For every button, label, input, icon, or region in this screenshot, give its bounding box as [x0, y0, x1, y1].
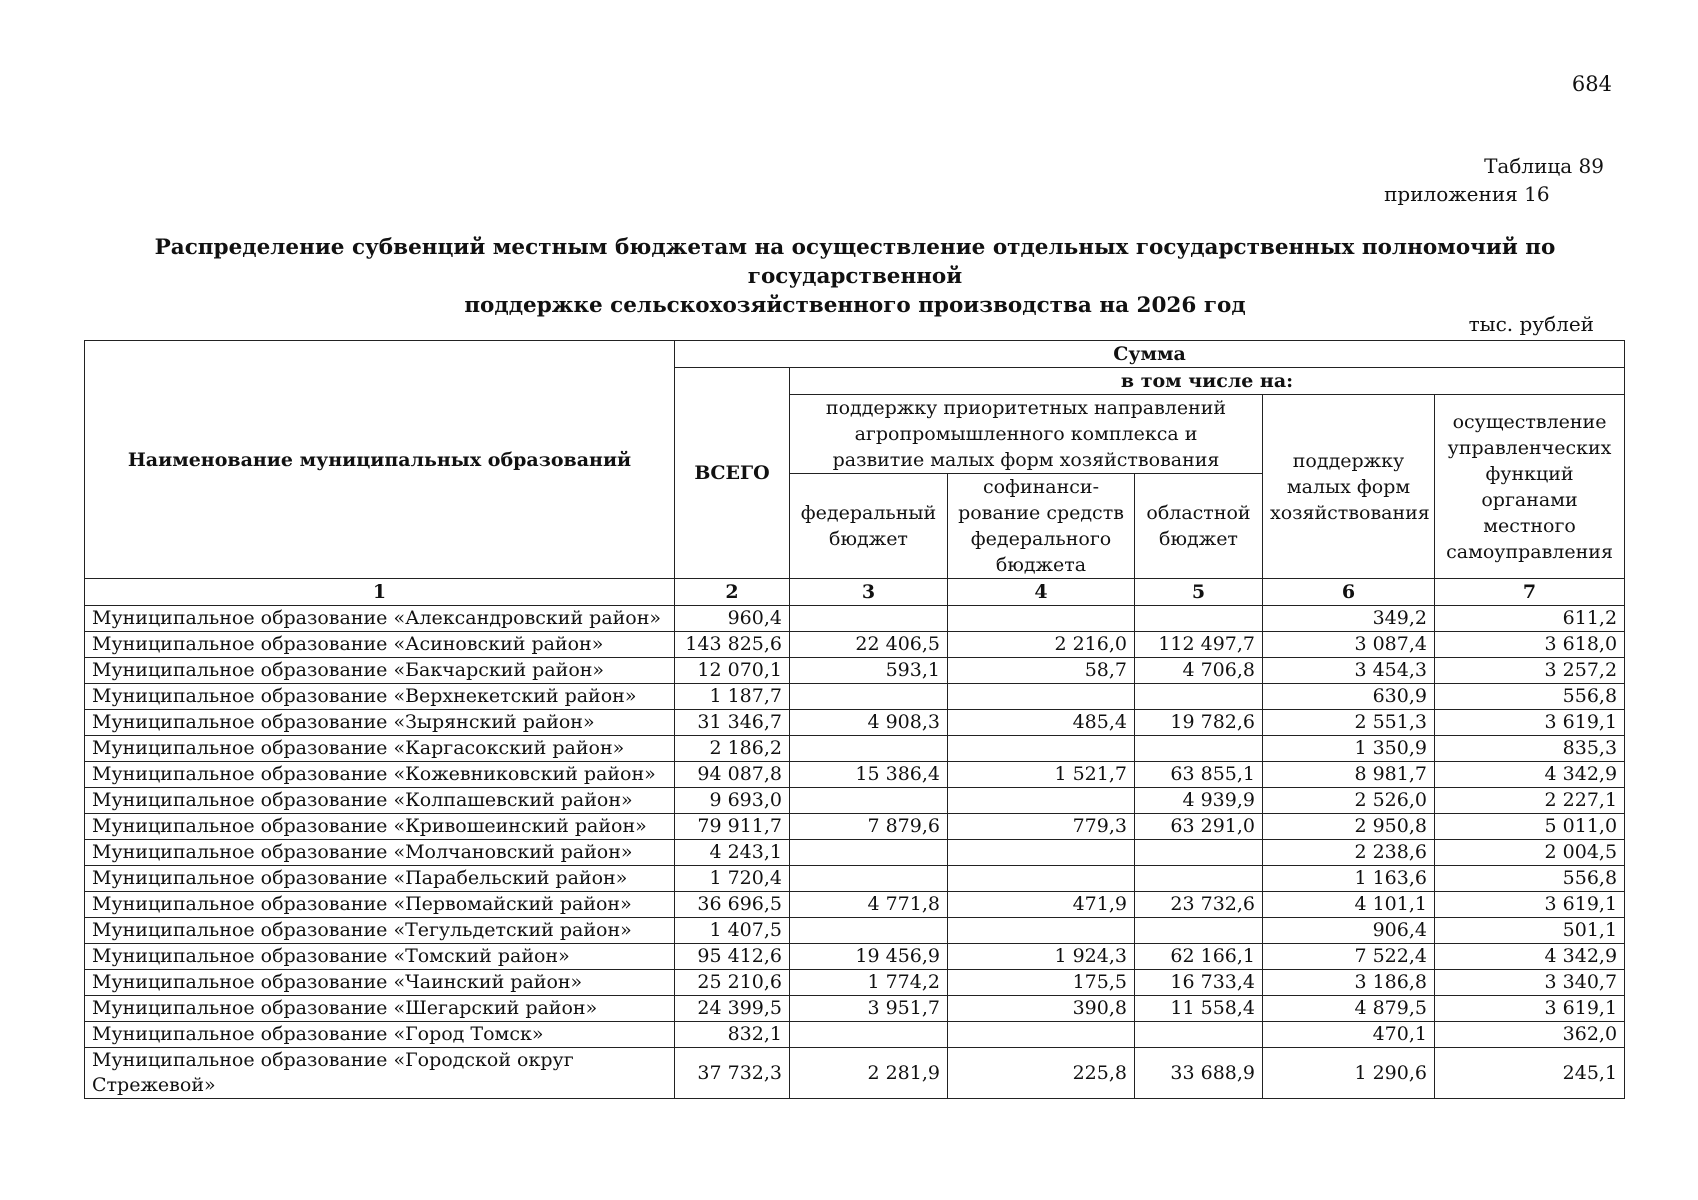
cell-municipality: Муниципальное образование «Александровский район» [85, 606, 675, 632]
cell-total: 31 346,7 [675, 710, 790, 736]
page-number: 684 [1571, 72, 1612, 96]
cell-small-forms: 2 950,8 [1263, 814, 1435, 840]
cell-management: 245,1 [1435, 1048, 1625, 1099]
cell-municipality: Муниципальное образование «Тегульдетский район» [85, 918, 675, 944]
cell-management: 3 619,1 [1435, 710, 1625, 736]
appendix-number: приложения 16 [1384, 182, 1550, 206]
cell-federal: 4 771,8 [790, 892, 948, 918]
cell-small-forms: 7 522,4 [1263, 944, 1435, 970]
table-row [85, 684, 1625, 710]
cell-municipality: Муниципальное образование «Зырянский район» [85, 710, 675, 736]
cell-small-forms: 1 350,9 [1263, 736, 1435, 762]
header-total: ВСЕГО [675, 368, 790, 579]
header-federal: федеральный бюджет [790, 474, 948, 579]
cell-federal [790, 866, 948, 892]
cell-regional [1135, 866, 1263, 892]
column-number: 3 [790, 579, 948, 606]
header-including: в том числе на: [790, 368, 1625, 395]
header-regional: областной бюджет [1135, 474, 1263, 579]
cell-cofinancing: 485,4 [948, 710, 1135, 736]
cell-regional: 63 291,0 [1135, 814, 1263, 840]
cell-regional: 112 497,7 [1135, 632, 1263, 658]
cell-regional [1135, 840, 1263, 866]
cell-small-forms: 4 101,1 [1263, 892, 1435, 918]
cell-federal [790, 684, 948, 710]
cell-total: 95 412,6 [675, 944, 790, 970]
cell-regional [1135, 1022, 1263, 1048]
table-body [85, 606, 1625, 1099]
cell-regional: 23 732,6 [1135, 892, 1263, 918]
header-cofinancing: софинанси-рование средств федерального бюджета [948, 474, 1135, 579]
table-row [85, 840, 1625, 866]
header-agro-support: поддержку приоритетных направлений агропромышленного комплекса и развитие малых форм хозяйствования [790, 395, 1263, 474]
cell-federal [790, 1022, 948, 1048]
cell-management: 501,1 [1435, 918, 1625, 944]
cell-cofinancing [948, 866, 1135, 892]
cell-regional [1135, 736, 1263, 762]
cell-cofinancing: 1 521,7 [948, 762, 1135, 788]
cell-municipality: Муниципальное образование «Верхнекетский район» [85, 684, 675, 710]
column-number: 5 [1135, 579, 1263, 606]
cell-municipality: Муниципальное образование «Кожевниковский район» [85, 762, 675, 788]
cell-federal: 2 281,9 [790, 1048, 948, 1099]
cell-management: 2 004,5 [1435, 840, 1625, 866]
cell-cofinancing [948, 918, 1135, 944]
column-number: 7 [1435, 579, 1625, 606]
cell-regional: 16 733,4 [1135, 970, 1263, 996]
cell-federal [790, 788, 948, 814]
column-number: 1 [85, 579, 675, 606]
cell-management: 362,0 [1435, 1022, 1625, 1048]
header-name: Наименование муниципальных образований [85, 341, 675, 579]
table-row [85, 970, 1625, 996]
cell-total: 37 732,3 [675, 1048, 790, 1099]
table-reference [1384, 152, 1604, 208]
cell-management: 556,8 [1435, 684, 1625, 710]
cell-regional [1135, 606, 1263, 632]
cell-cofinancing [948, 606, 1135, 632]
cell-total: 25 210,6 [675, 970, 790, 996]
cell-federal [790, 606, 948, 632]
cell-management: 3 618,0 [1435, 632, 1625, 658]
cell-management: 611,2 [1435, 606, 1625, 632]
cell-small-forms: 2 238,6 [1263, 840, 1435, 866]
cell-regional: 62 166,1 [1135, 944, 1263, 970]
cell-cofinancing: 471,9 [948, 892, 1135, 918]
cell-total: 832,1 [675, 1022, 790, 1048]
cell-federal: 22 406,5 [790, 632, 948, 658]
cell-small-forms: 906,4 [1263, 918, 1435, 944]
cell-regional: 11 558,4 [1135, 996, 1263, 1022]
header-management: осуществление управленческих функций органами местного самоуправления [1435, 395, 1625, 579]
cell-municipality: Муниципальное образование «Каргасокский район» [85, 736, 675, 762]
cell-management: 5 011,0 [1435, 814, 1625, 840]
cell-cofinancing [948, 840, 1135, 866]
cell-regional: 4 939,9 [1135, 788, 1263, 814]
title-line-1: Распределение субвенций местным бюджетам на осуществление отдельных государственных полномочий по государственной [154, 235, 1556, 289]
cell-total: 1 407,5 [675, 918, 790, 944]
cell-total: 143 825,6 [675, 632, 790, 658]
cell-small-forms: 4 879,5 [1263, 996, 1435, 1022]
cell-federal: 19 456,9 [790, 944, 948, 970]
cell-total: 24 399,5 [675, 996, 790, 1022]
cell-total: 36 696,5 [675, 892, 790, 918]
cell-total: 79 911,7 [675, 814, 790, 840]
cell-regional: 33 688,9 [1135, 1048, 1263, 1099]
cell-small-forms: 2 551,3 [1263, 710, 1435, 736]
cell-municipality: Муниципальное образование «Бакчарский район» [85, 658, 675, 684]
cell-regional: 4 706,8 [1135, 658, 1263, 684]
cell-cofinancing: 175,5 [948, 970, 1135, 996]
cell-municipality: Муниципальное образование «Кривошеинский район» [85, 814, 675, 840]
cell-small-forms: 2 526,0 [1263, 788, 1435, 814]
cell-management: 3 619,1 [1435, 996, 1625, 1022]
header-small-forms: поддержку малых форм хозяйствования [1263, 395, 1435, 579]
cell-total: 960,4 [675, 606, 790, 632]
cell-total: 1 187,7 [675, 684, 790, 710]
cell-management: 835,3 [1435, 736, 1625, 762]
cell-cofinancing [948, 736, 1135, 762]
cell-cofinancing: 390,8 [948, 996, 1135, 1022]
cell-small-forms: 3 454,3 [1263, 658, 1435, 684]
table-row [85, 814, 1625, 840]
cell-federal: 7 879,6 [790, 814, 948, 840]
table-row [85, 710, 1625, 736]
table-header [85, 341, 1625, 606]
cell-management: 3 340,7 [1435, 970, 1625, 996]
cell-small-forms: 1 163,6 [1263, 866, 1435, 892]
cell-management: 556,8 [1435, 866, 1625, 892]
column-number: 2 [675, 579, 790, 606]
cell-small-forms: 630,9 [1263, 684, 1435, 710]
cell-small-forms: 470,1 [1263, 1022, 1435, 1048]
cell-cofinancing: 225,8 [948, 1048, 1135, 1099]
cell-cofinancing [948, 1022, 1135, 1048]
table-row [85, 788, 1625, 814]
cell-federal: 593,1 [790, 658, 948, 684]
title-line-2: поддержке сельскохозяйственного производства на 2026 год [464, 293, 1246, 318]
cell-municipality: Муниципальное образование «Чаинский район» [85, 970, 675, 996]
cell-municipality: Муниципальное образование «Томский район» [85, 944, 675, 970]
cell-municipality: Муниципальное образование «Молчановский район» [85, 840, 675, 866]
cell-total: 2 186,2 [675, 736, 790, 762]
table-row [85, 996, 1625, 1022]
cell-total: 4 243,1 [675, 840, 790, 866]
table-row [85, 762, 1625, 788]
cell-cofinancing: 1 924,3 [948, 944, 1135, 970]
subventions-table [84, 340, 1625, 1099]
cell-cofinancing [948, 788, 1135, 814]
cell-total: 9 693,0 [675, 788, 790, 814]
table-row [85, 632, 1625, 658]
cell-small-forms: 3 087,4 [1263, 632, 1435, 658]
table-row [85, 606, 1625, 632]
table-row [85, 658, 1625, 684]
cell-municipality: Муниципальное образование «Шегарский район» [85, 996, 675, 1022]
table-row [85, 866, 1625, 892]
cell-management: 3 257,2 [1435, 658, 1625, 684]
cell-municipality: Муниципальное образование «Городской округ Стрежевой» [85, 1048, 675, 1099]
table-number: Таблица 89 [1484, 154, 1604, 178]
cell-federal: 3 951,7 [790, 996, 948, 1022]
cell-total: 1 720,4 [675, 866, 790, 892]
column-number: 4 [948, 579, 1135, 606]
table-row [85, 1048, 1625, 1099]
cell-cofinancing: 2 216,0 [948, 632, 1135, 658]
cell-federal [790, 840, 948, 866]
cell-municipality: Муниципальное образование «Первомайский район» [85, 892, 675, 918]
header-sum: Сумма [675, 341, 1625, 368]
document-title [80, 233, 1630, 320]
cell-municipality: Муниципальное образование «Колпашевский район» [85, 788, 675, 814]
table-row [85, 918, 1625, 944]
table-row [85, 944, 1625, 970]
cell-small-forms: 3 186,8 [1263, 970, 1435, 996]
column-number: 6 [1263, 579, 1435, 606]
cell-regional: 19 782,6 [1135, 710, 1263, 736]
units-label: тыс. рублей [1468, 312, 1594, 336]
table-row [85, 736, 1625, 762]
column-numbers-row [85, 579, 1625, 606]
cell-management: 4 342,9 [1435, 762, 1625, 788]
cell-regional [1135, 918, 1263, 944]
cell-cofinancing: 58,7 [948, 658, 1135, 684]
cell-cofinancing: 779,3 [948, 814, 1135, 840]
cell-municipality: Муниципальное образование «Асиновский район» [85, 632, 675, 658]
cell-federal [790, 918, 948, 944]
cell-total: 12 070,1 [675, 658, 790, 684]
table-row [85, 892, 1625, 918]
cell-small-forms: 1 290,6 [1263, 1048, 1435, 1099]
cell-cofinancing [948, 684, 1135, 710]
cell-federal: 4 908,3 [790, 710, 948, 736]
cell-management: 2 227,1 [1435, 788, 1625, 814]
cell-small-forms: 349,2 [1263, 606, 1435, 632]
cell-regional [1135, 684, 1263, 710]
cell-regional: 63 855,1 [1135, 762, 1263, 788]
cell-federal [790, 736, 948, 762]
cell-municipality: Муниципальное образование «Парабельский район» [85, 866, 675, 892]
table-row [85, 1022, 1625, 1048]
cell-municipality: Муниципальное образование «Город Томск» [85, 1022, 675, 1048]
cell-management: 3 619,1 [1435, 892, 1625, 918]
cell-federal: 15 386,4 [790, 762, 948, 788]
cell-management: 4 342,9 [1435, 944, 1625, 970]
cell-federal: 1 774,2 [790, 970, 948, 996]
cell-total: 94 087,8 [675, 762, 790, 788]
cell-small-forms: 8 981,7 [1263, 762, 1435, 788]
